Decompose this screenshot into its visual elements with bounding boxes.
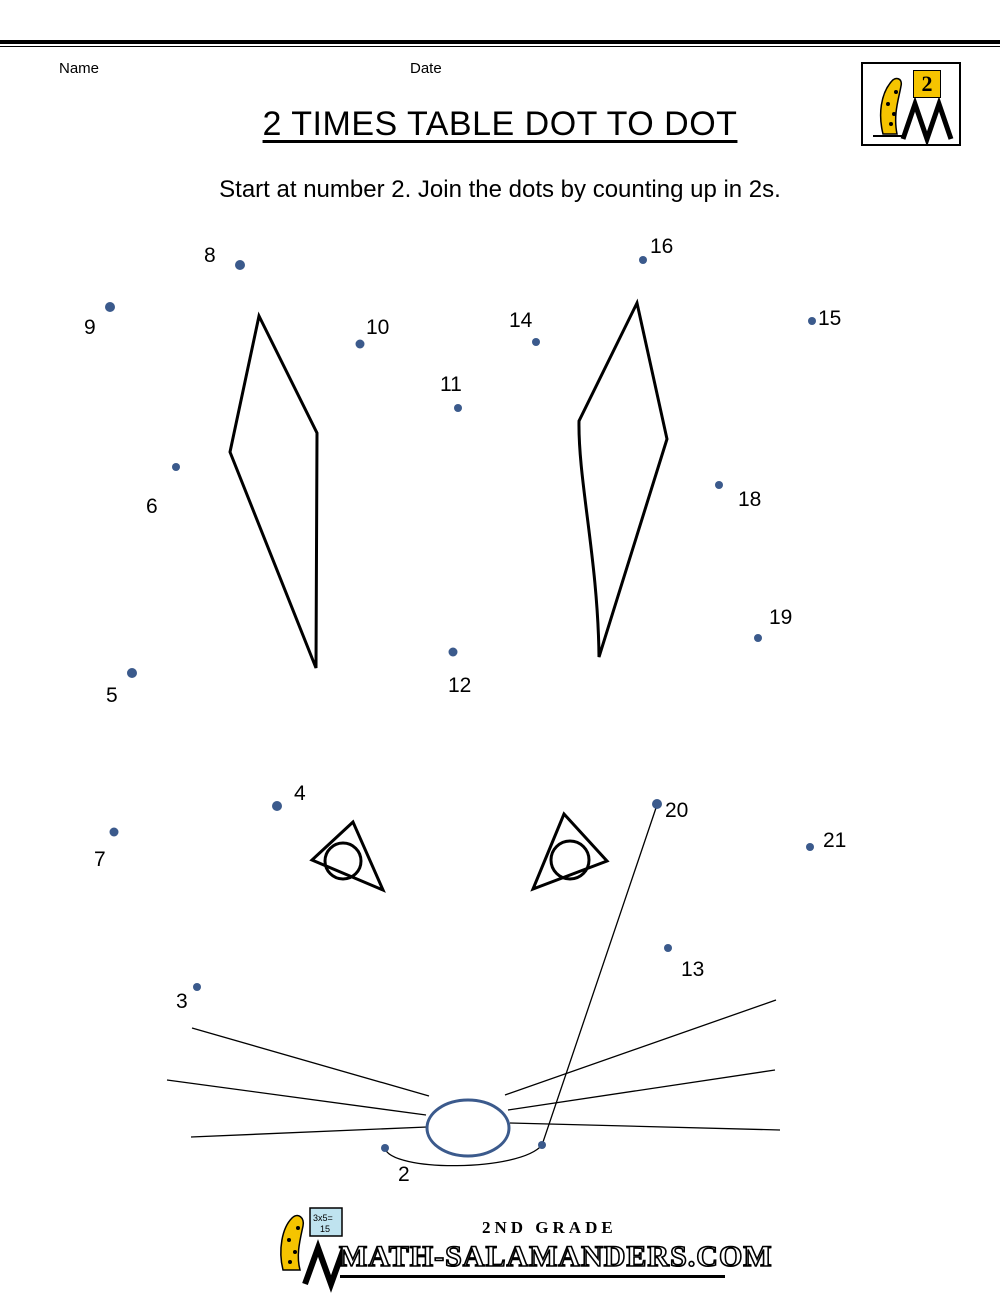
dot-20[interactable]: [652, 799, 662, 809]
right-ear-shape: [579, 303, 667, 657]
line-to-dot-20: [542, 805, 657, 1145]
dot-8[interactable]: [235, 260, 245, 270]
date-label: Date: [410, 60, 442, 77]
dot-label-13: 13: [681, 958, 705, 981]
dot-3[interactable]: [193, 983, 201, 991]
whisker-left-3: [191, 1127, 427, 1137]
whiskers: [167, 1000, 780, 1137]
footer-site-link[interactable]: MATH-SALAMANDERS.COM: [339, 1240, 773, 1273]
dot-label-10: 10: [366, 316, 390, 339]
whisker-left-2: [167, 1080, 426, 1115]
dot-labels: [84, 235, 846, 1186]
worksheet-title: 2 TIMES TABLE DOT TO DOT: [262, 105, 738, 143]
dot-4[interactable]: [272, 801, 282, 811]
dot-label-3: 3: [176, 990, 188, 1013]
footer-underline: [340, 1275, 725, 1278]
dot-label-9: 9: [84, 316, 96, 339]
dot-label-2: 2: [398, 1163, 410, 1186]
name-label: Name: [59, 60, 100, 77]
dot-10[interactable]: [356, 340, 365, 349]
dot-label-14: 14: [509, 309, 533, 332]
dot-label-16: 16: [650, 235, 674, 258]
dot-label-11: 11: [440, 373, 462, 396]
dot-label-6: 6: [146, 495, 158, 518]
whisker-right-3: [510, 1123, 780, 1130]
dot-9[interactable]: [105, 302, 115, 312]
grade-badge: 2: [913, 70, 941, 98]
dot-6[interactable]: [172, 463, 180, 471]
whisker-left-1: [192, 1028, 429, 1096]
dot-21[interactable]: [806, 843, 814, 851]
dot-label-15: 15: [818, 307, 842, 330]
right-eye-pupil: [551, 841, 589, 879]
dot-label-20: 20: [665, 799, 689, 822]
dot-label-12: 12: [448, 674, 472, 697]
footer-grade-text: 2ND GRADE: [482, 1218, 617, 1237]
instruction-text: Start at number 2. Join the dots by counting up in 2s.: [219, 176, 781, 203]
dot-18[interactable]: [715, 481, 723, 489]
footer-sign-text-bottom: 15: [320, 1224, 331, 1234]
dot-19[interactable]: [754, 634, 762, 642]
dot-14[interactable]: [532, 338, 540, 346]
dot-label-7: 7: [94, 848, 106, 871]
whisker-right-2: [508, 1070, 775, 1110]
dot-label-18: 18: [738, 488, 762, 511]
dot-12[interactable]: [449, 648, 458, 657]
left-ear-shape: [230, 316, 317, 668]
dot-label-21: 21: [823, 829, 847, 852]
dot-label-5: 5: [106, 684, 118, 707]
dot-13[interactable]: [664, 944, 672, 952]
dot-line-end: [538, 1141, 546, 1149]
whisker-right-1: [505, 1000, 776, 1095]
dot-label-8: 8: [204, 244, 216, 267]
dot-11[interactable]: [454, 404, 462, 412]
dot-5[interactable]: [127, 668, 137, 678]
dot-7[interactable]: [110, 828, 119, 837]
dot-2[interactable]: [381, 1144, 389, 1152]
dot-15[interactable]: [808, 317, 816, 325]
footer-sign-text-top: 3x5=: [313, 1213, 333, 1223]
dot-label-19: 19: [769, 606, 793, 629]
nose-shape: [427, 1100, 509, 1156]
dot-16[interactable]: [639, 256, 647, 264]
dot-label-4: 4: [294, 782, 306, 805]
